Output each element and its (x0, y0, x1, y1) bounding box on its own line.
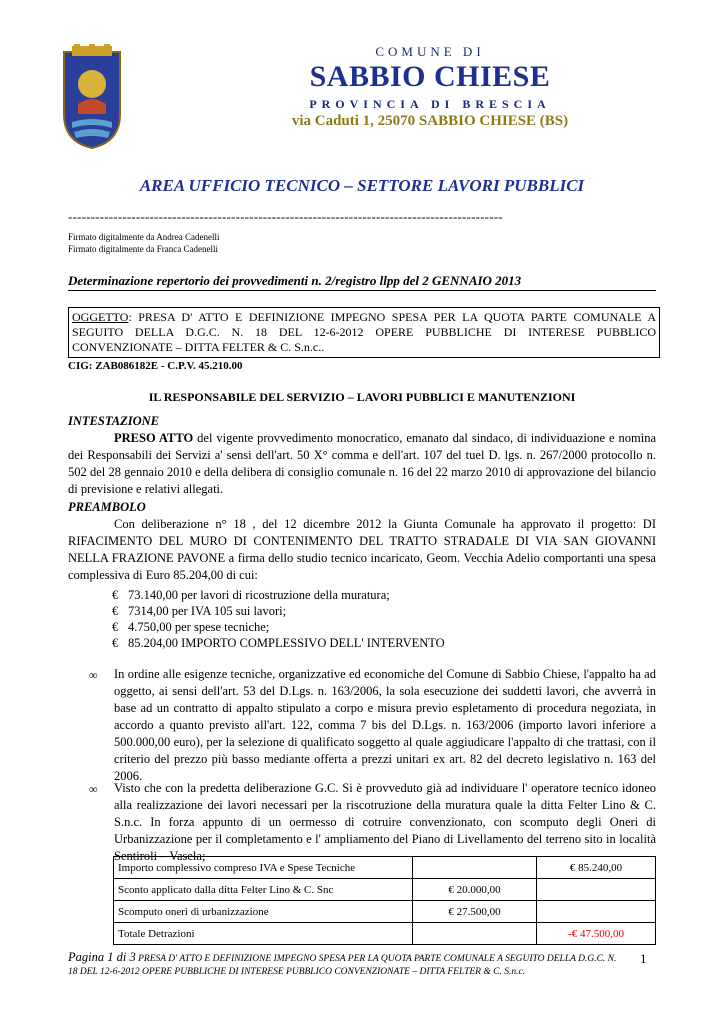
euro-icon: € (112, 588, 119, 602)
coat-of-arms-logo (60, 44, 124, 150)
determinazione-line: Determinazione repertorio dei provvedimenti n. 2/registro llpp del 2 GENNAIO 2013 (68, 273, 522, 288)
footer-text: PRESA D' ATTO E DEFINIZIONE IMPEGNO SPESA PER LA QUOTA PARTE COMUNALE A SEGUITO DELLA D.G.C. N. 18 DEL 12-6-2012 OPERE PUBBLICHE DI INTERESE PUBBLICO CONVENZIONATE – DITTA FELTER & C. S.n.c. (68, 954, 617, 977)
page-footer (68, 951, 628, 979)
town-name: SABBIO CHIESE (309, 60, 551, 93)
intestazione-heading: INTESTAZIONE (68, 414, 159, 428)
intestazione-paragraph (68, 430, 656, 498)
table-cell: Importo complessivo compreso IVA e Spese Tecniche (114, 857, 413, 879)
euro-icon: € (112, 636, 119, 650)
oggetto-box (68, 307, 660, 358)
infinity-bullet-icon: ∞ (89, 668, 98, 682)
table-cell (413, 923, 537, 945)
cost-table (113, 856, 656, 945)
preambolo-heading: PREAMBOLO (68, 500, 146, 514)
page-indicator: Pagina 1 di 3 (68, 950, 136, 964)
table-row (114, 857, 656, 879)
table-cell: € 20.000,00 (413, 879, 537, 901)
bullet-paragraph: Visto che con la predetta deliberazione G.C. Si è provveduto già ad individuare l' operatore tecnico idoneo alla realizzazione dei lavori necessari per la riscotruzione della muratura quale la ditta Felter Lino & C. S.n.c. In forza appunto di un oermesso di cotruire convenzionato, con scomputo degli Oneri di Urbanizzazione per il completamento e l' ampliamento del Piano di Livellamento del terreno sito in località Sentiroli – Vasela; (114, 781, 656, 863)
table-row (114, 879, 656, 901)
total-deductions-value: -€ 47.500,00 (537, 923, 656, 945)
dashed-divider: ------------------------------------------------------------------------------------------------ (68, 209, 503, 224)
cost-item: € 7314,00 per IVA 105 sui lavori; (112, 604, 287, 618)
provincia-label: PROVINCIA DI BRESCIA (309, 97, 551, 111)
area-title: AREA UFFICIO TECNICO – SETTORE LAVORI PUBBLICI (139, 176, 585, 195)
comune-di-label: COMUNE DI (375, 44, 485, 59)
table-cell (413, 857, 537, 879)
table-cell: Totale Detrazioni (114, 923, 413, 945)
cost-item: € 85.204,00 IMPORTO COMPLESSIVO DELL' INTERVENTO (112, 636, 445, 650)
bullet-paragraph: In ordine alle esigenze tecniche, organizzative ed economiche del Comune di Sabbio Chiese, l'appalto ha ad oggetto, ai sensi dell'art. 53 del D.Lgs. n. 163/2006, la sola esecuzione dei suddetti lavori, che avverrà in base ad un contratto di appalto stipulato a corpo e misura previo espletamento di procedura negoziata, in accordo a quanto previsto all'art. 122, comma 7 bis del D.Lgs. n. 163/2006 (importo lavori inferiore a 500.000,00 euro), per la selezione di qualificato soggetto al quale aggiudicare l'appalto di che trattasi, con il criterio del prezzo più basso mediante offerta a prezzi unitari ex art. 82 del decreto legislativo n. 163 del 2006. (114, 667, 656, 783)
divider-rule (68, 290, 656, 291)
oggetto-text: : PRESA D' ATTO E DEFINIZIONE IMPEGNO SPESA PER LA QUOTA PARTE COMUNALE A SEGUITO DELLA D.G.C. N. 18 DEL 12-6-2012 OPERE PUBBLICHE DI INTERESE PUBBLICO CONVENZIONATE – DITTA FELTER & C. S.n.c.. (72, 310, 656, 354)
responsabile-heading: IL RESPONSABILE DEL SERVIZIO – LAVORI PUBBLICI E MANUTENZIONI (148, 390, 576, 404)
table-cell (537, 879, 656, 901)
address: via Caduti 1, 25070 SABBIO CHIESE (BS) (291, 113, 569, 129)
preambolo-paragraph: Con deliberazione n° 18 , del 12 dicembre 2012 la Giunta Comunale ha approvato il progetto: DI RIFACIMENTO DEL MURO DI CONTENIMENTO DEL TRATTO STRADALE DI VIA SAN GIOVANNI NELLA FRAZIONE PAVONE a firma dello studio tecnico incaricato, Geom. Vecchia Adelio comportanti una spesa complessiva di Euro 85.204,00 di cui: (68, 517, 656, 582)
signature-line: Firmato digitalmente da Andrea Cadenelli (68, 232, 220, 242)
cost-item: € 73.140,00 per lavori di ricostruzione della muratura; (112, 588, 390, 602)
euro-icon: € (112, 620, 119, 634)
table-row (114, 901, 656, 923)
table-row (114, 923, 656, 945)
table-cell: Scomputo oneri di urbanizzazione (114, 901, 413, 923)
table-cell: Sconto applicato dalla ditta Felter Lino & C. Snc (114, 879, 413, 901)
preso-atto-label: PRESO ATTO (114, 431, 194, 445)
infinity-bullet-icon: ∞ (89, 782, 98, 796)
cost-item: € 4.750,00 per spese tecniche; (112, 620, 270, 634)
table-cell: € 27.500,00 (413, 901, 537, 923)
euro-icon: € (112, 604, 119, 618)
page-number: 1 (640, 951, 647, 966)
cig-code: CIG: ZAB086182E - C.P.V. 45.210.00 (68, 360, 243, 372)
signature-line: Firmato digitalmente da Franca Cadenelli (68, 244, 218, 254)
intestazione-text: del vigente provvedimento monocratico, emanato dal sindaco, di individuazione e nomina dei Responsabili dei Servizi a' sensi dell'art. 50 X° comma e dell'art. 107 del tuel D. lgs. n. 267/2000 protocollo n. 502 del 28 gennaio 2010 e della delibera di consiglio comunale n. 16 del 22 marzo 2010 di approvazione del bilancio di previsione e relativi allegati. (68, 431, 657, 496)
table-cell (537, 901, 656, 923)
table-cell: € 85.240,00 (537, 857, 656, 879)
oggetto-label: OGGETTO (72, 310, 129, 324)
